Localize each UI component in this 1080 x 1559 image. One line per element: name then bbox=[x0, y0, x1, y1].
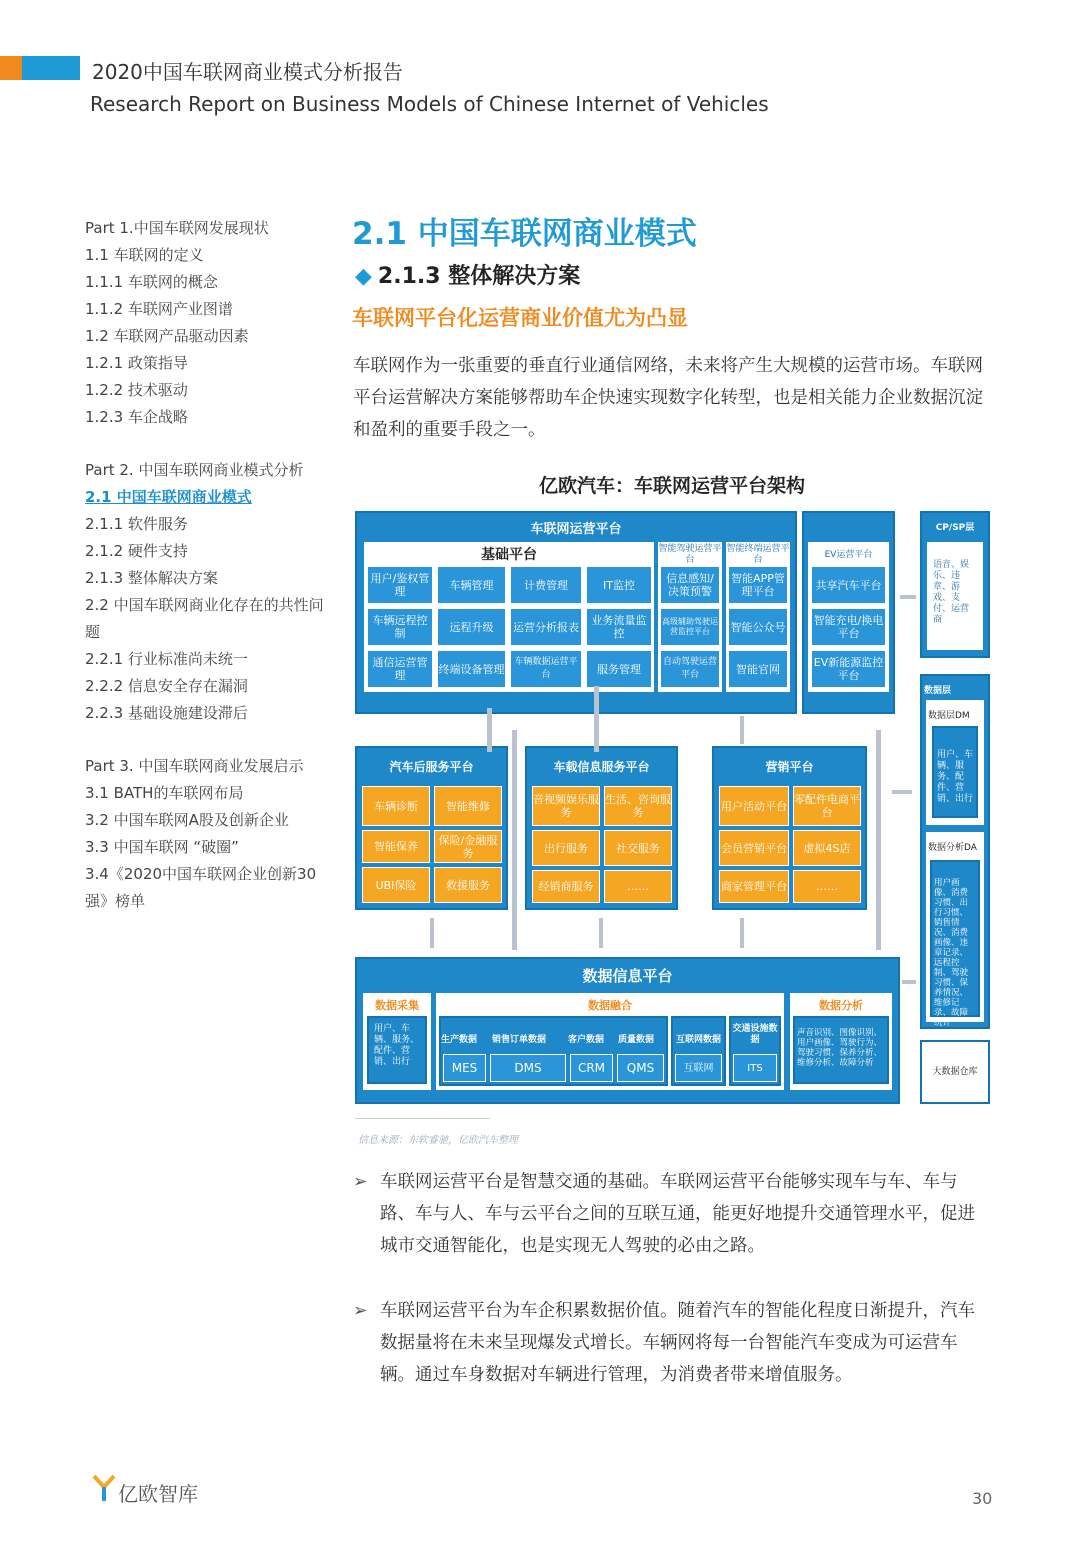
subsection-title bbox=[355, 259, 580, 290]
diamond-icon: ◆ bbox=[355, 264, 372, 289]
cp-sp-title: CP/SP层 bbox=[935, 523, 975, 533]
toc-item[interactable]: 1.2.3 车企战略 bbox=[85, 408, 188, 426]
fusion-label: 销售订单数据 bbox=[492, 1035, 547, 1045]
infotainment-cell: 音视频娱乐服务 bbox=[532, 786, 600, 826]
marketing-cell: 虚拟4S店 bbox=[793, 830, 861, 866]
marketing-cell: 零配件电商平台 bbox=[793, 786, 861, 826]
toc-item[interactable]: 2.2.1 行业标准尚未统一 bbox=[85, 650, 248, 668]
after-cell: UBI保险 bbox=[362, 867, 430, 903]
toc-item[interactable]: 2.2.3 基础设施建设滞后 bbox=[85, 704, 248, 722]
base-cell: IT监控 bbox=[586, 566, 652, 604]
fusion-label: 交通设施数据 bbox=[732, 1024, 778, 1045]
toc-item[interactable]: 3.1 BATH的车联网布局 bbox=[85, 784, 244, 802]
infotainment-cell: 社交服务 bbox=[604, 830, 672, 866]
bigdata-label: 大数据仓库 bbox=[932, 1067, 978, 1077]
toc-part1 bbox=[85, 215, 325, 431]
base-cell: 车辆管理 bbox=[437, 566, 506, 604]
base-cell: 服务管理 bbox=[586, 650, 652, 688]
data-info-platform-title: 数据信息平台 bbox=[582, 967, 673, 985]
after-service-title: 汽车后服务平台 bbox=[389, 760, 474, 774]
toc-part3 bbox=[85, 753, 325, 915]
ev-platform-title: EV运营平台 bbox=[824, 550, 873, 560]
infotainment-cell: 生活、咨询服务 bbox=[604, 786, 672, 826]
base-cell: 通信运营管理 bbox=[367, 650, 433, 688]
toc-part-heading[interactable]: Part 1.中国车联网发展现状 bbox=[85, 219, 269, 237]
dm-text: 用户、车辆、服务、配件、营销、出行 bbox=[932, 726, 978, 818]
bullet-text: 车联网运营平台为车企积累数据价值。随着汽车的智能化程度日渐提升，汽车数据量将在未来呈现爆发式增长。车辆网将每一台智能汽车变成为可运营车辆。通过车身数据对车辆进行管理，为消费者带来增值服务。 bbox=[380, 1301, 975, 1385]
base-platform-title: 基础平台 bbox=[481, 547, 537, 563]
cp-sp-text: 语音、娱乐、违章、游戏、支付、运营商 bbox=[927, 542, 983, 650]
base-cell: 远程升级 bbox=[437, 608, 506, 646]
connector-arrow bbox=[892, 790, 912, 794]
bullet-text: 车联网运营平台是智慧交通的基础。车联网运营平台能够实现车与车、车与路、车与人、车与云平台之间的互联互通，能更好地提升交通管理水平，促进城市交通智能化，也是实现无人驾驶的必由之路。 bbox=[380, 1172, 975, 1256]
header-orange-bar bbox=[0, 56, 22, 80]
toc-item[interactable]: 2.1.1 软件服务 bbox=[85, 515, 188, 533]
base-cell: 终端设备管理 bbox=[437, 650, 506, 688]
da-title: 数据分析DA bbox=[928, 843, 977, 853]
after-cell: 保险/金融服务 bbox=[434, 830, 502, 863]
fusion-label: 互联网数据 bbox=[675, 1035, 721, 1045]
connector-arrow bbox=[594, 686, 599, 752]
toc-item[interactable]: 1.2.1 政策指导 bbox=[85, 354, 188, 372]
marketing-cell: …… bbox=[793, 870, 861, 903]
header-blue-bar bbox=[22, 56, 80, 80]
toc-item[interactable]: 2.1.3 整体解决方案 bbox=[85, 569, 218, 587]
fusion-cell: CRM bbox=[570, 1054, 613, 1082]
connector-arrow bbox=[900, 595, 916, 599]
infotainment-cell: 经销商服务 bbox=[532, 870, 600, 903]
fusion-cell: 互联网 bbox=[675, 1054, 722, 1082]
toc-item[interactable]: 2.1.2 硬件支持 bbox=[85, 542, 188, 560]
connector-arrow bbox=[740, 716, 744, 744]
section-title: 2.1 中国车联网商业模式 bbox=[352, 216, 697, 252]
ev-cell: 智能充电/换电平台 bbox=[811, 608, 886, 646]
bullet-paragraph bbox=[353, 1295, 990, 1391]
base-cell: 业务流量监控 bbox=[586, 608, 652, 646]
after-cell: 救援服务 bbox=[434, 867, 502, 903]
arrow-bullet-icon: ➢ bbox=[353, 1172, 368, 1192]
toc-part-heading[interactable]: Part 3. 中国车联网商业发展启示 bbox=[85, 757, 304, 775]
collect-text: 用户、车辆、服务、配件、营销、出行 bbox=[367, 1016, 427, 1084]
analysis-title: 数据分析 bbox=[819, 999, 863, 1012]
data-layer-title: 数据层 bbox=[924, 686, 952, 696]
toc-item[interactable]: 3.4《2020中国车联网企业创新30强》榜单 bbox=[85, 865, 317, 910]
terminal-platform-title: 智能终端运营平台 bbox=[726, 544, 790, 565]
after-cell: 智能保养 bbox=[362, 830, 430, 863]
toc-item[interactable]: 1.1 车联网的定义 bbox=[85, 246, 204, 264]
toc-item[interactable]: 1.2.2 技术驱动 bbox=[85, 381, 188, 399]
marketing-cell: 会员营销平台 bbox=[719, 830, 789, 866]
da-text: 用户画像、消费习惯、出行习惯、销售情况、消费画像、违章记录、远程控制、驾驶习惯、保养情况、维修记录、故障统计 bbox=[930, 860, 980, 1017]
fusion-label: 客户数据 bbox=[568, 1035, 605, 1045]
toc-item[interactable]: 1.1.2 车联网产业图谱 bbox=[85, 300, 233, 318]
fusion-label: 质量数据 bbox=[618, 1035, 655, 1045]
base-cell: 计费管理 bbox=[510, 566, 582, 604]
ev-cell: 共享汽车平台 bbox=[811, 566, 886, 604]
connector-arrow bbox=[902, 980, 916, 984]
diagram-title: 亿欧汽车：车联网运营平台架构 bbox=[538, 475, 805, 497]
fusion-cell: ITS bbox=[733, 1054, 777, 1082]
bullet-paragraph bbox=[353, 1166, 990, 1262]
toc-item[interactable]: 2.2.2 信息安全存在漏洞 bbox=[85, 677, 248, 695]
analysis-text: 声音识别、图像识别、用户画像、驾驶行为、驾驶习惯、保养分析、维修分析、故障分析 bbox=[793, 1016, 889, 1084]
toc-item[interactable]: 3.3 中国车联网 “破圈” bbox=[85, 838, 239, 856]
adas-cell: 高级辅助驾驶运营监控平台 bbox=[660, 608, 720, 646]
adas-platform-title: 智能驾驶运营平台 bbox=[658, 544, 722, 565]
dm-title: 数据层DM bbox=[928, 711, 970, 721]
connector-arrow bbox=[599, 918, 603, 948]
adas-cell: 信息感知/决策预警 bbox=[660, 566, 720, 604]
iov-platform-title: 车联网运营平台 bbox=[530, 522, 622, 537]
fusion-label: 生产数据 bbox=[441, 1035, 478, 1045]
connector-arrow bbox=[740, 918, 744, 948]
report-subtitle: Research Report on Business Models of Chinese Internet of Vehicles bbox=[90, 92, 769, 116]
collect-title: 数据采集 bbox=[375, 999, 419, 1012]
infotainment-cell: …… bbox=[604, 870, 672, 903]
toc-part-heading[interactable]: Part 2. 中国车联网商业模式分析 bbox=[85, 461, 304, 479]
logo-icon bbox=[92, 1473, 116, 1503]
after-cell: 车辆诊断 bbox=[362, 786, 430, 826]
base-cell: 车辆远程控制 bbox=[367, 608, 433, 646]
fusion-cell: QMS bbox=[617, 1054, 664, 1082]
highlight-heading: 车联网平台化运营商业价值尤为凸显 bbox=[352, 306, 688, 330]
terminal-cell: 智能公众号 bbox=[728, 608, 788, 646]
connector-arrow bbox=[876, 730, 881, 950]
infotainment-cell: 出行服务 bbox=[532, 830, 600, 866]
toc-item[interactable]: 1.2 车联网产品驱动因素 bbox=[85, 327, 249, 345]
arrow-bullet-icon: ➢ bbox=[353, 1301, 368, 1321]
report-title: 2020中国车联网商业模式分析报告 bbox=[92, 60, 403, 84]
toc-item-active[interactable]: 2.1 中国车联网商业模式 bbox=[85, 488, 252, 506]
connector-arrow bbox=[430, 918, 434, 948]
fusion-title: 数据融合 bbox=[588, 999, 632, 1012]
fusion-cell: MES bbox=[443, 1054, 486, 1082]
source-divider bbox=[355, 1118, 490, 1119]
connector-arrow bbox=[512, 730, 517, 950]
terminal-cell: 智能官网 bbox=[728, 650, 788, 688]
base-cell: 运营分析报表 bbox=[510, 608, 582, 646]
infotainment-title: 车载信息服务平台 bbox=[553, 760, 650, 774]
fusion-cell: DMS bbox=[490, 1054, 566, 1082]
source-note: 信息来源：东软睿驰，亿欧汽车整理 bbox=[358, 1135, 518, 1146]
terminal-cell: 智能APP管理平台 bbox=[728, 566, 788, 604]
marketing-title: 营销平台 bbox=[765, 760, 814, 774]
toc-item[interactable]: 1.1.1 车联网的概念 bbox=[85, 273, 218, 291]
toc-item[interactable]: 3.2 中国车联网A股及创新企业 bbox=[85, 811, 289, 829]
subsection-title-text: 2.1.3 整体解决方案 bbox=[377, 264, 581, 289]
marketing-cell: 用户活动平台 bbox=[719, 786, 789, 826]
ev-cell: EV新能源监控平台 bbox=[811, 650, 886, 688]
after-cell: 智能维修 bbox=[434, 786, 502, 826]
toc-part2 bbox=[85, 457, 325, 727]
page-number: 30 bbox=[972, 1489, 993, 1508]
toc-item[interactable]: 2.2 中国车联网商业化存在的共性问题 bbox=[85, 596, 324, 641]
intro-paragraph: 车联网作为一张重要的垂直行业通信网络，未来将产生大规模的运营市场。车联网平台运营解决方案能够帮助车企快速实现数字化转型，也是相关能力企业数据沉淀和盈利的重要手段之一。 bbox=[353, 356, 983, 440]
adas-cell: 自动驾驶运营平台 bbox=[660, 650, 720, 688]
logo-text: 亿欧智库 bbox=[118, 1482, 198, 1506]
base-cell: 车辆数据运营平台 bbox=[510, 650, 582, 688]
base-cell: 用户/鉴权管理 bbox=[367, 566, 433, 604]
marketing-cell: 商家管理平台 bbox=[719, 870, 789, 903]
connector-arrow bbox=[487, 708, 492, 752]
